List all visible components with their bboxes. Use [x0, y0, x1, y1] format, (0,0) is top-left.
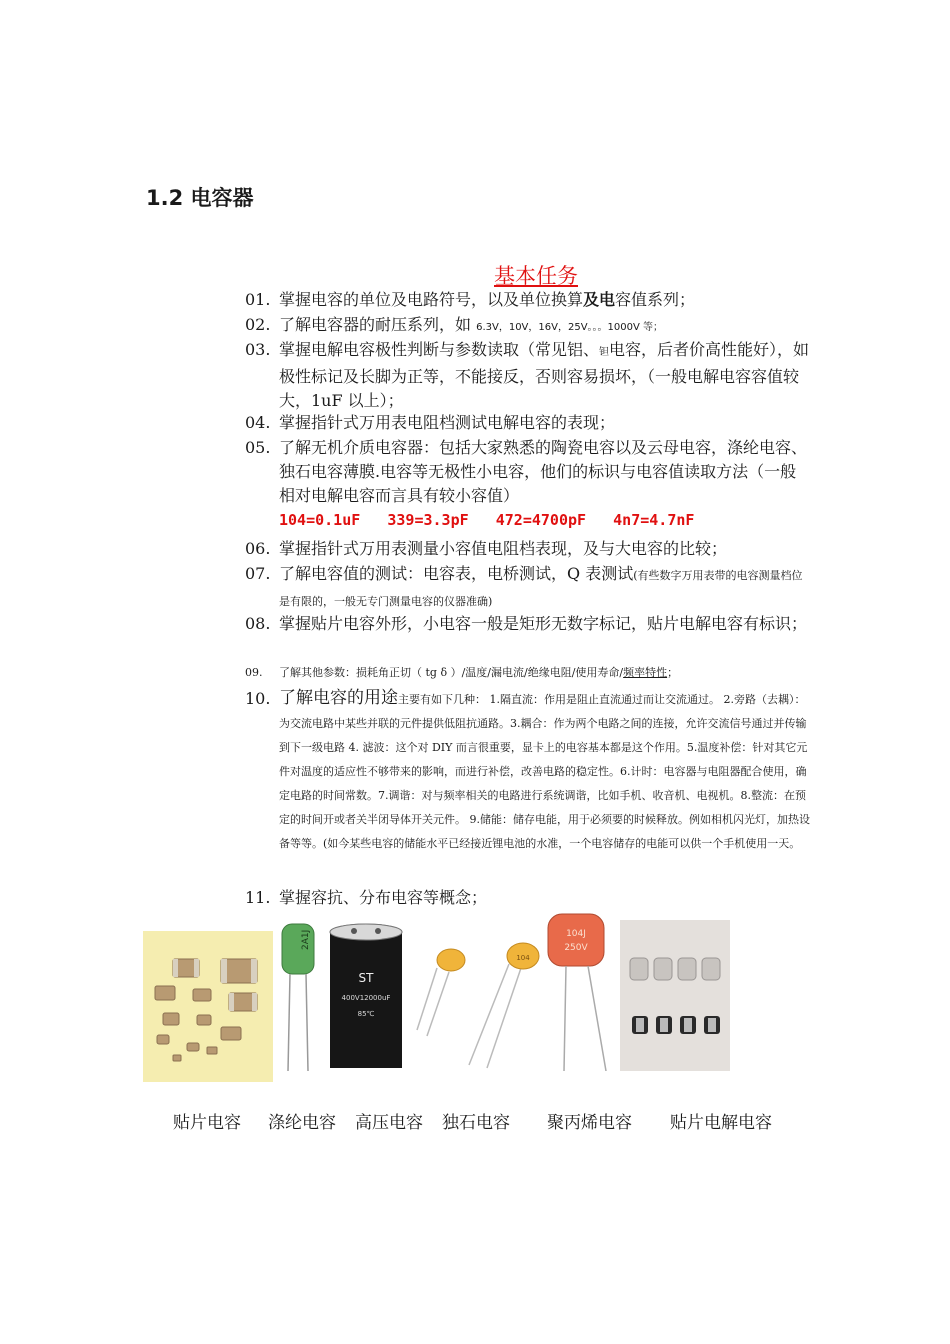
smd-capacitor-photo [143, 931, 273, 1082]
item-number: 02. [245, 315, 271, 334]
cap-temp: 85℃ [357, 1010, 375, 1018]
list-item-04 [245, 411, 810, 435]
item-text: 了解电容的用途主要有如下几种： 1.隔直流：作用是阻止直流通过而让交流通过。 2.旁路（去耦）：为交流电路中某些并联的元件提供低阻抗通路。3.耦合：作为两个电路之间的连接，允许交流信号通过并传输到下一级电路 4. 滤波：这个对 DIY 而言很重要，显卡上的电容基本都是这个作用。5.温度补偿：针对其它元件对温度的适应性不够带来的影响，而进行补偿，改善电路的稳定性。6.计时：电容器与电阻器配合使用，确定电路的时间常数。7.调谐：对与频率相关的电路进行系统调谐，比如手机、收音机、电视机。8.整流：在预定的时间开或者关半闭导体开关元件。 9.储能：储存电能，用于必须要的时候释放。例如相机闪光灯，加热设备等等。(如今某些电容的储能水平已经接近锂电池的水准，一个电容储存的电能可以供一个手机使用一天。 [279, 688, 810, 850]
caption-high-voltage-capacitor: 高压电容 [355, 1113, 423, 1133]
list-item-11 [245, 886, 810, 910]
item-text: 掌握贴片电容外形，小电容一般是矩形无数字标记，贴片电解电容有标识； [279, 614, 808, 633]
pp-mark-1: 104J [566, 929, 586, 939]
photo-captions [0, 1108, 950, 1138]
caption-polypropylene-capacitor: 聚丙烯电容 [547, 1113, 632, 1133]
polyester-capacitor-photo [274, 920, 324, 1071]
caption-smd-electrolytic-capacitor: 贴片电解电容 [670, 1113, 772, 1133]
item-number: 03. [245, 340, 271, 359]
item-text: 掌握电解电容极性判断与参数读取（常见铝、钽电容，后者价高性能好），如极性标记及长脚为正等，不能接反，否则容易损坏，（一般电解电容容值较大，1uF 以上）； [279, 340, 810, 410]
item-text: 了解无机介质电容器：包括大家熟悉的陶瓷电容以及云母电容，涤纶电容、独石电容薄膜.电容等无极性小电容，他们的标识与电容值读取方法（一般相对电解电容而言具有较小容值） 104=0.1uF 339=3.3pF 472=4700pF 4n7=4.7nF [279, 438, 808, 529]
caption-polyester-capacitor: 涤纶电容 [268, 1113, 336, 1133]
item-text: 了解其他参数：损耗角正切（ tg δ ）/温度/漏电流/绝缘电阻/使用寿命/频率特性； [279, 666, 679, 679]
cap-brand: ST [358, 971, 374, 985]
item-number: 04. [245, 413, 271, 432]
smd-electrolytic-capacitor-photo [620, 920, 730, 1071]
task-title: 基本任务 [494, 264, 578, 288]
item-number: 05. [245, 438, 271, 457]
item-text: 了解电容值的测试：电容表，电桥测试，Q 表测试(有些数字万用表带的电容测量档位是有限的，一般无专门测量电容的仪器准确) [279, 564, 803, 608]
item-number: 01. [245, 290, 271, 309]
list-item-05 [245, 436, 810, 536]
section-title: 1.2 电容器 [146, 186, 254, 210]
list-item-07 [245, 562, 810, 610]
monolithic-capacitor-photo [409, 920, 544, 1071]
list-item-06 [245, 537, 810, 561]
item-text: 掌握指针式万用表电阻档测试电解电容的表现； [279, 413, 616, 432]
polyester-mark: 2A1J [301, 929, 311, 950]
capacitance-examples: 104=0.1uF 339=3.3pF 472=4700pF 4n7=4.7nF [279, 511, 695, 529]
caption-monolithic-capacitor: 独石电容 [442, 1113, 510, 1133]
item-number: 09. [245, 666, 263, 679]
caption-smd-capacitor: 贴片电容 [173, 1113, 241, 1133]
cap-rating: 400V12000uF [341, 994, 391, 1002]
list-item-10 [245, 687, 810, 883]
list-item-02 [245, 313, 810, 337]
list-item-03 [245, 338, 810, 410]
item-number: 11. [245, 888, 271, 907]
high-voltage-capacitor-photo [324, 920, 409, 1071]
item-text: 掌握容抗、分布电容等概念； [279, 888, 488, 907]
list-item-09 [245, 664, 810, 684]
list-item-08 [245, 612, 810, 660]
list-item-01 [245, 288, 810, 312]
ceramic-mark: 104 [516, 954, 530, 962]
item-number: 06. [245, 539, 271, 558]
item-number: 07. [245, 564, 271, 583]
polypropylene-capacitor-photo [544, 910, 620, 1071]
item-number: 08. [245, 614, 271, 633]
item-text: 掌握指针式万用表测量小容值电阻档表现，及与大电容的比较； [279, 539, 728, 558]
item-text: 了解电容器的耐压系列，如 6.3V，10V，16V，25V。。。1000V 等； [279, 315, 664, 334]
item-text: 掌握电容的单位及电路符号，以及单位换算及电容值系列； [279, 290, 696, 309]
item-number: 10. [245, 689, 271, 708]
pp-mark-2: 250V [564, 943, 588, 953]
